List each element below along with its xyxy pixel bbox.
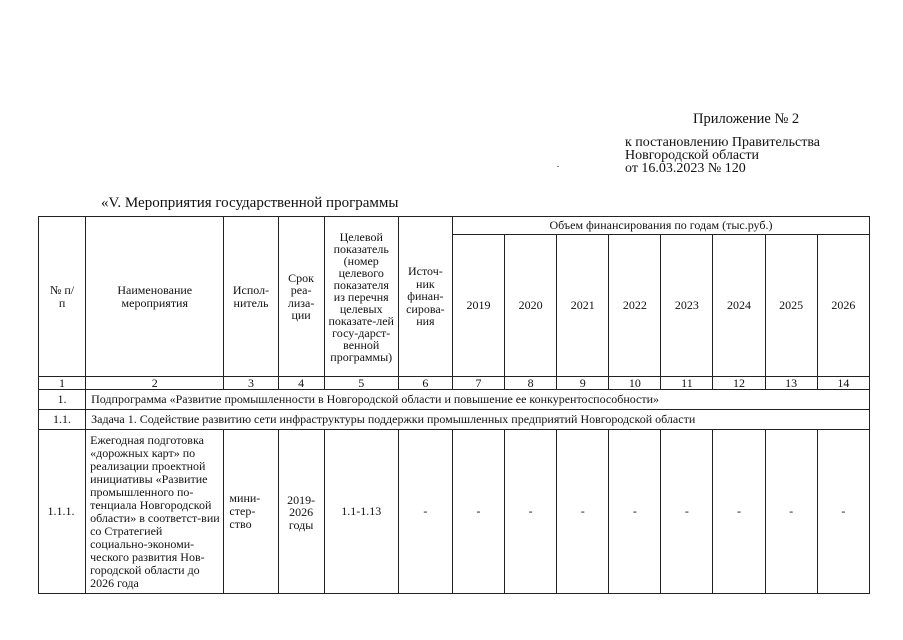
column-number: 3 [224,377,278,390]
header-row-main [39,217,870,235]
column-number: 7 [452,377,504,390]
appendix-line-decree: к постановлению Правительства [625,135,821,150]
column-number: 1 [39,377,86,390]
header-year: 2024 [713,235,765,377]
header-target: Целевой показатель (номер целевого показателя из перечня целевых показате-лей госу-дарст-венной программы) [324,217,398,377]
row-year-value: - [661,430,713,594]
header-source: Источ-ник финан-сирова-ния [398,217,452,377]
row-year-value: - [765,430,817,594]
header-funding: Объем финансирования по годам (тыс.руб.) [452,217,869,235]
column-number: 10 [609,377,661,390]
appendix-line-region: Новгородской области [625,148,759,163]
header-year: 2023 [661,235,713,377]
row-year-value: - [609,430,661,594]
task-num: 1.1. [39,410,86,430]
column-number: 14 [817,377,869,390]
column-number: 6 [398,377,452,390]
column-number: 2 [86,377,224,390]
row-source: - [398,430,452,594]
appendix-header [625,113,820,175]
column-number: 5 [324,377,398,390]
appendix-title: Приложение № 2 [693,111,800,127]
task-row [39,410,870,430]
header-name: Наименование мероприятия [86,217,224,377]
column-number: 9 [557,377,609,390]
header-term: Срок реа-лиза-ции [278,217,324,377]
header-year: 2020 [505,235,557,377]
header-year: 2022 [609,235,661,377]
measures-table [38,216,870,594]
row-executor: мини-стер-ство [224,430,278,594]
appendix-line-date: от 16.03.2023 № 120 [625,161,746,176]
task-text: Задача 1. Содействие развитию сети инфраструктуры поддержки промышленных предприятий Новгородской области [86,410,870,430]
subprogram-num: 1. [39,390,86,410]
row-name: Ежегодная подготовка «дорожных карт» по реализации проектной инициативы «Развитие промышленного по-тенциала Новгородской области» в соответст-вии со Стратегией социально-экономи-ческого развития Нов-городской области до 2026 года [86,430,224,594]
scan-speck [557,166,559,167]
column-number: 13 [765,377,817,390]
header-year: 2026 [817,235,869,377]
row-target: 1.1-1.13 [324,430,398,594]
table-row [39,430,870,594]
section-title: «V. Мероприятия государственной программы [101,195,399,211]
subprogram-text: Подпрограмма «Развитие промышленности в Новгородской области и повышение ее конкурентоспособности» [86,390,870,410]
subprogram-row [39,390,870,410]
header-year: 2021 [557,235,609,377]
row-term: 2019-2026 годы [278,430,324,594]
column-number-row [39,377,870,390]
column-number: 12 [713,377,765,390]
row-num: 1.1.1. [39,430,86,594]
column-number: 11 [661,377,713,390]
header-year: 2019 [452,235,504,377]
header-year: 2025 [765,235,817,377]
row-year-value: - [557,430,609,594]
header-executor: Испол-нитель [224,217,278,377]
row-year-value: - [505,430,557,594]
column-number: 8 [505,377,557,390]
column-number: 4 [278,377,324,390]
row-year-value: - [817,430,869,594]
header-num: № п/п [39,217,86,377]
row-year-value: - [452,430,504,594]
row-year-value: - [713,430,765,594]
